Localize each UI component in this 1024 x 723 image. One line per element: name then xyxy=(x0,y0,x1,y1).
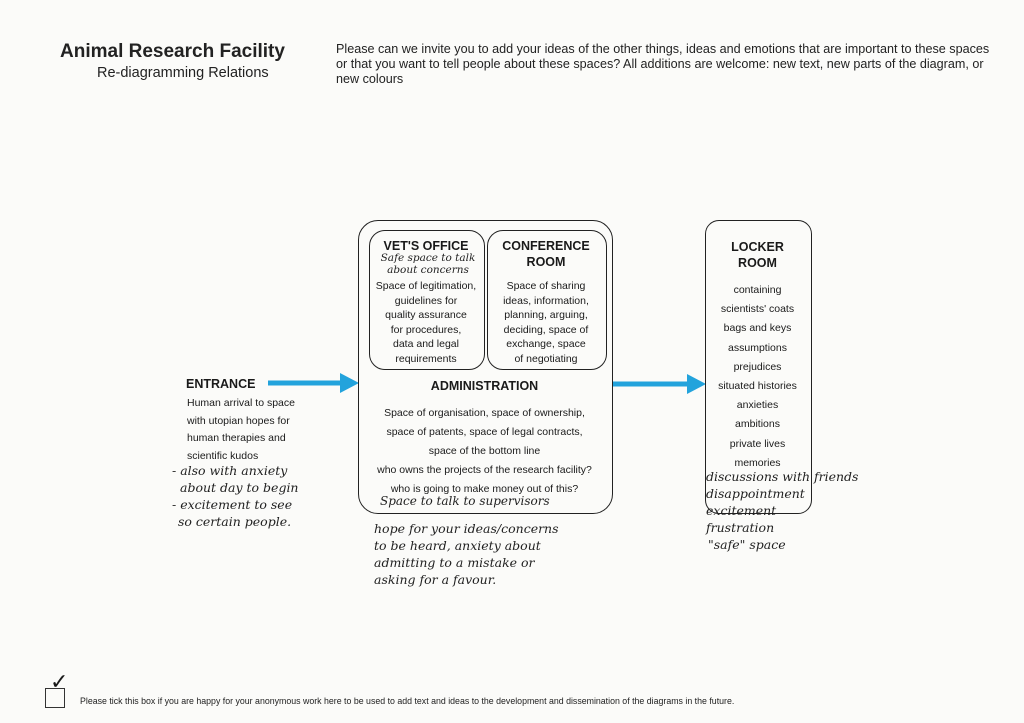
conference-room-description xyxy=(487,279,605,367)
administration-line: who owns the projects of the research facility? xyxy=(377,464,592,476)
handwritten-line: frustration xyxy=(706,520,775,535)
conference-room-label-line: ROOM xyxy=(526,255,566,269)
handwritten-line: - excitement to see xyxy=(172,497,293,512)
conference-room-line: Space of sharing xyxy=(506,280,586,292)
conference-room-label-line: CONFERENCE xyxy=(502,239,590,253)
conference-room-line: of negotiating xyxy=(514,352,578,365)
locker-room-line: prejudices xyxy=(733,360,782,373)
locker-room-label-line: ROOM xyxy=(738,256,777,270)
locker-room-line: assumptions xyxy=(728,341,787,354)
locker-room-line: anxieties xyxy=(736,399,779,412)
administration-handwritten-comment xyxy=(374,520,614,588)
administration-line: space of patents, space of legal contracts, xyxy=(386,426,583,438)
handwritten-line: about concerns xyxy=(387,264,469,276)
entrance-line: with utopian hopes for xyxy=(187,414,290,427)
handwritten-line: admitting to a mistake or xyxy=(374,555,535,570)
locker-room-label-line: LOCKER xyxy=(731,240,784,254)
page-title: Animal Research Facility xyxy=(60,41,285,62)
locker-room-line: scientists' coats xyxy=(720,303,795,316)
locker-room-line: memories xyxy=(734,456,781,469)
handwritten-line: Safe space to talk xyxy=(380,252,476,264)
locker-room-handwritten-note xyxy=(706,468,858,553)
locker-room-description xyxy=(700,281,815,473)
vets-office-line: requirements xyxy=(395,352,457,365)
administration-description xyxy=(358,404,611,499)
handwritten-line: so certain people. xyxy=(178,514,292,529)
page-subtitle: Re-diagramming Relations xyxy=(97,65,269,81)
checkmark-icon: ✓ xyxy=(50,670,69,695)
handwritten-line: asking for a favour. xyxy=(374,572,497,587)
handwritten-line: - also with anxiety xyxy=(172,463,288,478)
conference-room-line: ideas, information, xyxy=(503,294,589,307)
conference-room-line: exchange, space xyxy=(506,338,586,351)
locker-room-line: situated histories xyxy=(718,380,797,393)
locker-arrow xyxy=(612,374,706,394)
entrance-handwritten-note xyxy=(172,462,299,530)
entrance-line: human therapies and xyxy=(187,432,286,444)
vets-office-line: guidelines for xyxy=(394,294,458,307)
intro-text: Please can we invite you to add your ideas of the other things, ideas and emotions that are important to these spaces or that you want to tell people about these spaces? All additions are welcome: new text, new parts of the diagram, or new colours xyxy=(336,42,990,86)
conference-room-label xyxy=(487,238,605,270)
vets-office-line: quality assurance xyxy=(385,309,467,322)
consent-note: Please tick this box if you are happy for your anonymous work here to be used to add text and ideas to the development and dissemination of the diagrams in the future. xyxy=(80,696,735,706)
vets-office-line: Space of legitimation, xyxy=(375,280,477,292)
entrance-label: ENTRANCE xyxy=(186,377,256,391)
handwritten-line: excitement xyxy=(706,503,777,518)
handwritten-line: discussions with friends xyxy=(706,469,859,484)
handwritten-line: disappointment xyxy=(706,486,805,501)
locker-room-line: private lives xyxy=(729,437,786,450)
entrance-arrow xyxy=(268,373,359,393)
administration-line: space of the bottom line xyxy=(428,445,541,457)
handwritten-line: about day to begin xyxy=(180,480,299,495)
administration-label: ADMINISTRATION xyxy=(430,379,539,393)
administration-line: Space of organisation, space of ownership, xyxy=(384,407,585,419)
conference-room-line: deciding, space of xyxy=(503,323,589,336)
administration-handwritten-note: Space to talk to supervisors xyxy=(380,494,550,508)
vets-office-label: VET'S OFFICE xyxy=(383,239,469,253)
locker-room-line: containing xyxy=(733,284,782,296)
locker-room-label xyxy=(705,239,810,271)
locker-room-line: ambitions xyxy=(735,418,780,431)
vets-office-line: data and legal xyxy=(393,338,459,351)
vets-office-description xyxy=(369,279,483,367)
handwritten-line: to be heard, anxiety about xyxy=(374,538,541,553)
administration-line: who is going to make money out of this? xyxy=(390,483,579,495)
conference-room-line: planning, arguing, xyxy=(504,309,588,322)
locker-room-line: bags and keys xyxy=(723,322,792,335)
handwritten-line: "safe" space xyxy=(708,537,786,552)
entrance-line: Human arrival to space xyxy=(187,397,295,409)
vets-office-line: for procedures, xyxy=(390,323,462,336)
entrance-description xyxy=(187,395,295,465)
vets-office-handwritten-note xyxy=(372,252,484,276)
handwritten-line: hope for your ideas/concerns xyxy=(374,521,559,536)
entrance-line: scientific kudos xyxy=(187,449,259,462)
